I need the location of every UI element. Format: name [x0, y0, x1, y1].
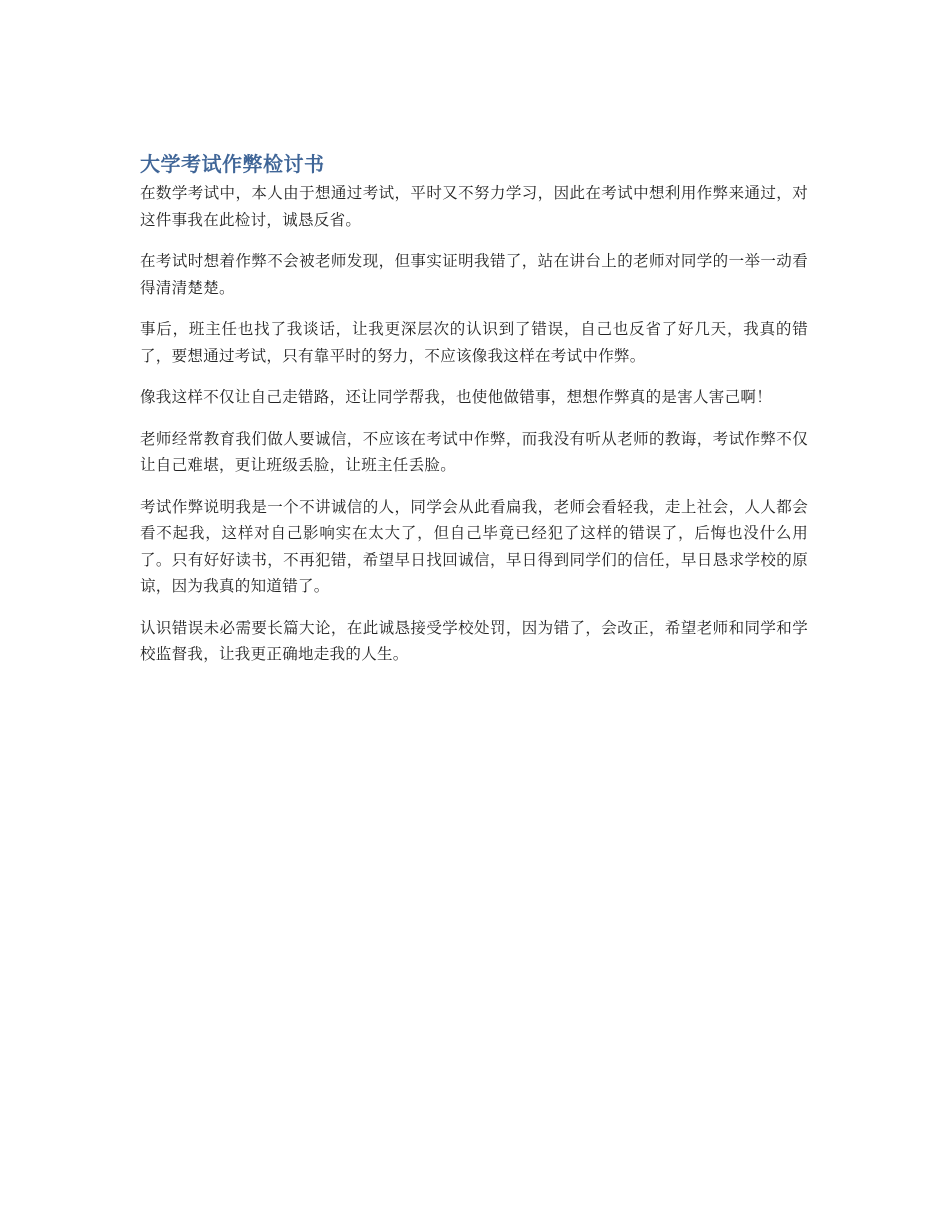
paragraph: 考试作弊说明我是一个不讲诚信的人，同学会从此看扁我，老师会看轻我，走上社会，人人都会看不起我，这样对自己影响实在太大了，但自己毕竟已经犯了这样的错误了，后悔也没什么用了。只有好好读书，不再犯错，希望早日找回诚信，早日得到同学们的信任，早日恳求学校的原谅，因为我真的知道错了。 — [140, 497, 808, 595]
document-page — [140, 150, 808, 683]
paragraph: 事后，班主任也找了我谈话，让我更深层次的认识到了错误，自己也反省了好几天，我真的错了，要想通过考试，只有靠平时的努力，不应该像我这样在考试中作弊。 — [140, 320, 808, 365]
document-title: 大学考试作弊检讨书 — [140, 152, 325, 176]
paragraph: 老师经常教育我们做人要诚信，不应该在考试中作弊，而我没有听从老师的教诲，考试作弊不仅让自己难堪，更让班级丢脸，让班主任丢脸。 — [140, 429, 808, 474]
paragraph: 在考试时想着作弊不会被老师发现，但事实证明我错了，站在讲台上的老师对同学的一举一动看得清清楚楚。 — [140, 252, 808, 297]
paragraph: 认识错误未必需要长篇大论，在此诚恳接受学校处罚，因为错了，会改正，希望老师和同学和学校监督我，让我更正确地走我的人生。 — [140, 618, 808, 663]
paragraph: 像我这样不仅让自己走错路，还让同学帮我，也使他做错事，想想作弊真的是害人害己啊！ — [140, 388, 773, 406]
paragraph: 在数学考试中，本人由于想通过考试，平时又不努力学习，因此在考试中想利用作弊来通过，对这件事我在此检讨，诚恳反省。 — [140, 184, 808, 229]
